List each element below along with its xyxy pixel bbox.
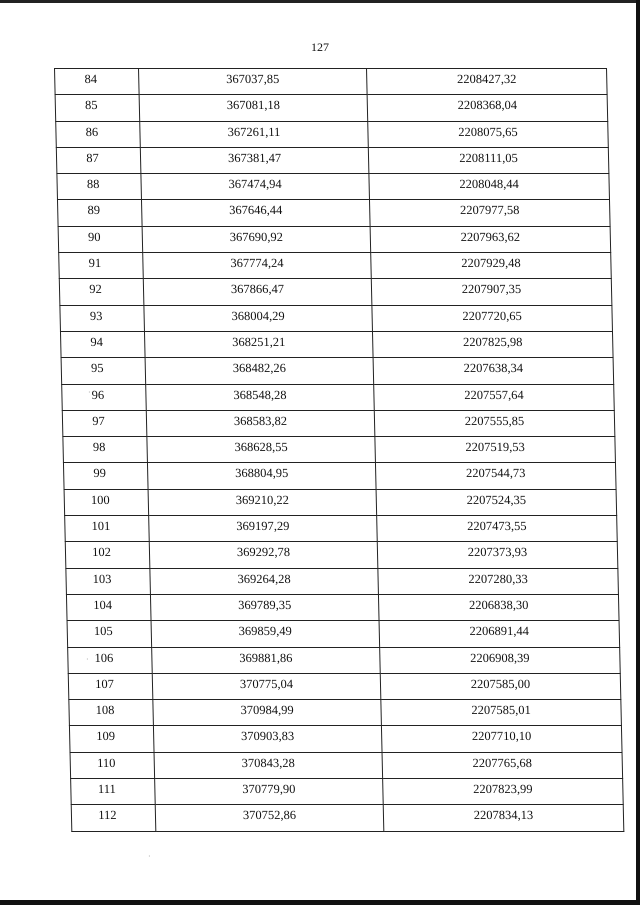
point-number-cell: 110 [70, 752, 155, 778]
point-number-cell: 103 [66, 568, 151, 594]
x-coordinate-cell: 367646,44 [141, 200, 370, 226]
point-number-cell: 98 [63, 437, 148, 463]
y-coordinate-cell: 2208111,05 [368, 147, 609, 173]
point-number-cell: 106 [68, 647, 153, 673]
x-coordinate-cell: 370775,04 [152, 673, 381, 699]
point-number-cell: 93 [60, 305, 145, 331]
point-number-cell: 107 [68, 673, 153, 699]
point-number-cell: 108 [69, 700, 154, 726]
y-coordinate-cell: 2207585,00 [380, 673, 621, 699]
x-coordinate-cell: 370984,99 [153, 700, 382, 726]
table-row [64, 489, 617, 515]
page-number: 127 [311, 40, 329, 54]
y-coordinate-cell: 2207473,55 [377, 516, 618, 542]
table-row [66, 594, 619, 620]
x-coordinate-cell: 368804,95 [147, 463, 376, 489]
table-row [61, 358, 614, 384]
point-number-cell: 101 [65, 516, 150, 542]
point-number-cell: 84 [55, 69, 140, 95]
y-coordinate-cell: 2207524,35 [376, 489, 617, 515]
point-number-cell: 96 [62, 384, 147, 410]
table-row [63, 437, 616, 463]
x-coordinate-cell: 367774,24 [143, 253, 372, 279]
point-number-cell: 85 [55, 95, 140, 121]
point-number-cell: 90 [58, 226, 143, 252]
y-coordinate-cell: 2207710,10 [381, 726, 622, 752]
y-coordinate-cell: 2207638,34 [373, 358, 614, 384]
y-coordinate-cell: 2207720,65 [372, 305, 613, 331]
x-coordinate-cell: 367690,92 [142, 226, 371, 252]
scan-edge-right [636, 0, 640, 905]
y-coordinate-cell: 2208427,32 [367, 69, 608, 95]
point-number-cell: 111 [71, 779, 156, 805]
table-row [59, 279, 612, 305]
x-coordinate-cell: 367381,47 [140, 147, 369, 173]
point-number-cell: 97 [62, 410, 147, 436]
table-row [57, 174, 610, 200]
x-coordinate-cell: 369292,78 [149, 542, 378, 568]
y-coordinate-cell: 2207519,53 [375, 437, 616, 463]
table-row [62, 410, 615, 436]
y-coordinate-cell: 2207825,98 [372, 331, 613, 357]
table-row [69, 726, 622, 752]
table-row [71, 805, 624, 832]
table-row [63, 463, 616, 489]
point-number-cell: 104 [66, 594, 151, 620]
x-coordinate-cell: 367261,11 [140, 121, 369, 147]
y-coordinate-cell: 2207280,33 [378, 568, 619, 594]
point-number-cell: 86 [56, 121, 141, 147]
point-number-cell: 87 [56, 147, 141, 173]
point-number-cell: 92 [59, 279, 144, 305]
y-coordinate-cell: 2207929,48 [371, 253, 612, 279]
point-number-cell: 95 [61, 358, 146, 384]
table-row [65, 542, 618, 568]
table-row [60, 331, 613, 357]
point-number-cell: 94 [60, 331, 145, 357]
point-number-cell: 102 [65, 542, 150, 568]
table-row [68, 647, 621, 673]
point-number-cell: 112 [71, 805, 156, 832]
table-row [62, 384, 615, 410]
table-row [71, 779, 624, 805]
scan-speck: · [148, 852, 151, 861]
x-coordinate-cell: 369859,49 [151, 621, 380, 647]
x-coordinate-cell: 370779,90 [155, 779, 384, 805]
scan-speck: · [86, 655, 89, 664]
point-number-cell: 99 [63, 463, 148, 489]
x-coordinate-cell: 369789,35 [150, 594, 379, 620]
point-number-cell: 89 [57, 200, 142, 226]
table-row [59, 253, 612, 279]
x-coordinate-cell: 370752,86 [155, 805, 384, 832]
y-coordinate-cell: 2207977,58 [369, 200, 610, 226]
x-coordinate-cell: 368583,82 [146, 410, 375, 436]
x-coordinate-cell: 368482,26 [145, 358, 374, 384]
table-row [56, 121, 609, 147]
x-coordinate-cell: 369210,22 [148, 489, 377, 515]
table-row [68, 673, 621, 699]
y-coordinate-cell: 2207557,64 [374, 384, 615, 410]
table-row [57, 200, 610, 226]
y-coordinate-cell: 2207765,68 [382, 752, 623, 778]
table-row [56, 147, 609, 173]
scan-edge-top [0, 0, 640, 3]
scan-edge-bottom [0, 900, 640, 905]
table-row [55, 69, 608, 95]
y-coordinate-cell: 2207963,62 [370, 226, 611, 252]
y-coordinate-cell: 2207823,99 [383, 779, 624, 805]
point-number-cell: 105 [67, 621, 152, 647]
x-coordinate-cell: 367474,94 [141, 174, 370, 200]
table-row [69, 700, 622, 726]
point-number-cell: 109 [69, 726, 154, 752]
x-coordinate-cell: 369264,28 [150, 568, 379, 594]
x-coordinate-cell: 369197,29 [149, 516, 378, 542]
y-coordinate-cell: 2207555,85 [374, 410, 615, 436]
x-coordinate-cell: 368004,29 [144, 305, 373, 331]
y-coordinate-cell: 2206908,39 [380, 647, 621, 673]
table-row [65, 516, 618, 542]
y-coordinate-cell: 2207544,73 [375, 463, 616, 489]
table-row [70, 752, 623, 778]
point-number-cell: 100 [64, 489, 149, 515]
point-number-cell: 88 [57, 174, 142, 200]
y-coordinate-cell: 2206838,30 [378, 594, 619, 620]
scan-speck: · [88, 388, 91, 397]
point-number-cell: 91 [59, 253, 144, 279]
y-coordinate-cell: 2208368,04 [367, 95, 608, 121]
coordinates-table-body [55, 69, 624, 832]
table-row [58, 226, 611, 252]
x-coordinate-cell: 367037,85 [139, 69, 368, 95]
x-coordinate-cell: 367866,47 [143, 279, 372, 305]
y-coordinate-cell: 2208075,65 [368, 121, 609, 147]
y-coordinate-cell: 2208048,44 [369, 174, 610, 200]
y-coordinate-cell: 2207834,13 [383, 805, 624, 832]
table-row [60, 305, 613, 331]
coordinates-table [54, 68, 624, 832]
x-coordinate-cell: 369881,86 [152, 647, 381, 673]
table-row [66, 568, 619, 594]
x-coordinate-cell: 370843,28 [154, 752, 383, 778]
x-coordinate-cell: 368251,21 [144, 331, 373, 357]
x-coordinate-cell: 370903,83 [153, 726, 382, 752]
x-coordinate-cell: 367081,18 [139, 95, 368, 121]
y-coordinate-cell: 2207373,93 [377, 542, 618, 568]
y-coordinate-cell: 2207585,01 [381, 700, 622, 726]
table-row [67, 621, 620, 647]
table-row [55, 95, 608, 121]
x-coordinate-cell: 368628,55 [147, 437, 376, 463]
y-coordinate-cell: 2207907,35 [371, 279, 612, 305]
y-coordinate-cell: 2206891,44 [379, 621, 620, 647]
x-coordinate-cell: 368548,28 [146, 384, 375, 410]
